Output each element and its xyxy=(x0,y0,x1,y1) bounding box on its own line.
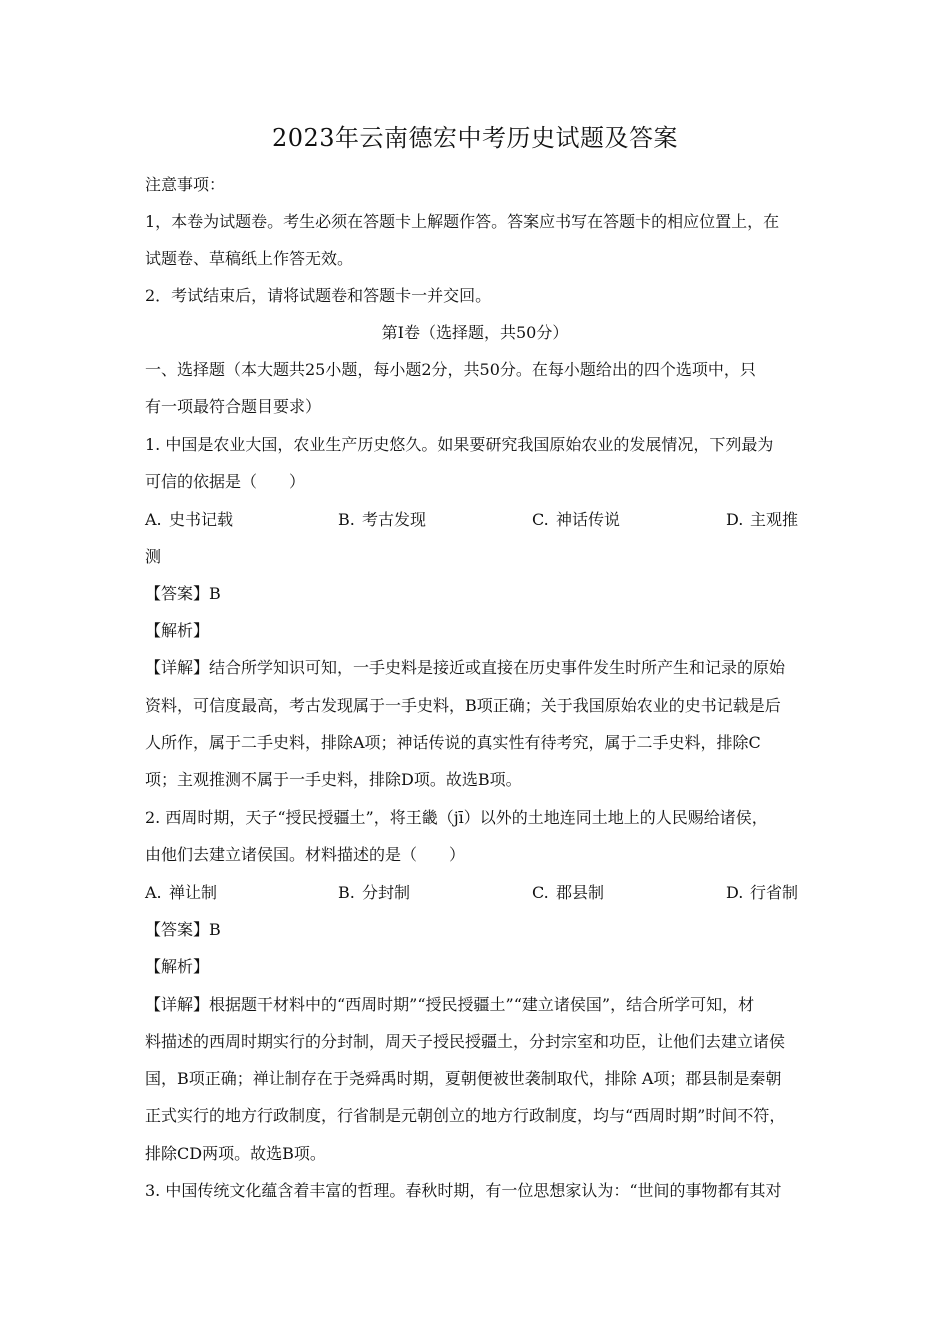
q1-option-a: A. 史书记载 xyxy=(145,510,234,529)
q1-detail-line-2: 资料，可信度最高，考古发现属于一手史料，B项正确；关于我国原始农业的史书记载是后 xyxy=(145,696,781,715)
notice-item-1-line-1: 1，本卷为试题卷。考生必须在答题卡上解题作答。答案应书写在答题卡的相应位置上，在 xyxy=(145,212,780,231)
section-instructions-line-2: 有一项最符合题目要求） xyxy=(145,397,322,416)
document-title: 2023年云南德宏中考历史试题及答案 xyxy=(271,124,679,152)
q1-detail-line-4: 项；主观推测不属于一手史料，排除D项。故选B项。 xyxy=(145,770,522,789)
q2-option-c: C. 郡县制 xyxy=(532,883,605,902)
q2-option-b: B. 分封制 xyxy=(338,883,411,902)
q1-option-c: C. 神话传说 xyxy=(532,510,621,529)
q1-stem-line-2: 可信的依据是（ ） xyxy=(145,472,306,491)
notice-item-2: 2．考试结束后，请将试题卷和答题卡一并交回。 xyxy=(145,286,492,305)
q1-stem-line-1: 1. 中国是农业大国，农业生产历史悠久。如果要研究我国原始农业的发展情况，下列最为 xyxy=(145,435,774,454)
q1-detail-line-3: 人所作，属于二手史料，排除A项；神话传说的真实性有待考究，属于二手史料，排除C xyxy=(145,733,761,752)
q1-option-d-wrap: 测 xyxy=(145,547,162,566)
q2-detail-line-2: 料描述的西周时期实行的分封制，周天子授民授疆土，分封宗室和功臣，让他们去建立诸侯 xyxy=(145,1032,786,1051)
q2-detail-line-3: 国，B项正确；禅让制存在于尧舜禹时期，夏朝便被世袭制取代，排除 A项；郡县制是秦朝 xyxy=(145,1069,782,1088)
section-instructions-line-1: 一、选择题（本大题共25小题，每小题2分，共50分。在每小题给出的四个选项中，只 xyxy=(145,360,756,379)
q1-answer: 【答案】B xyxy=(145,584,221,603)
q2-stem-line-1: 2. 西周时期，天子“授民授疆土”，将王畿（jī）以外的土地连同土地上的人民赐给诸侯， xyxy=(145,808,768,827)
q2-analysis-label: 【解析】 xyxy=(145,957,210,976)
q2-stem-line-2: 由他们去建立诸侯国。材料描述的是（ ） xyxy=(145,845,466,864)
q1-detail-line-1: 【详解】结合所学知识可知，一手史料是接近或直接在历史事件发生时所产生和记录的原始 xyxy=(145,658,786,677)
q1-option-b: B. 考古发现 xyxy=(338,510,427,529)
q2-answer: 【答案】B xyxy=(145,920,221,939)
q2-detail-line-1: 【详解】根据题干材料中的“西周时期”“授民授疆土”“建立诸侯国”，结合所学可知，材 xyxy=(145,995,755,1014)
q2-detail-line-5: 排除CD两项。故选B项。 xyxy=(145,1144,326,1163)
q1-analysis-label: 【解析】 xyxy=(145,621,210,640)
part-title: 第Ⅰ卷（选择题，共50分） xyxy=(381,323,569,342)
notice-heading: 注意事项： xyxy=(145,175,226,194)
q2-option-a: A. 禅让制 xyxy=(145,883,218,902)
q1-option-d: D. 主观推 xyxy=(726,510,799,529)
q3-stem-line-1: 3. 中国传统文化蕴含着丰富的哲理。春秋时期，有一位思想家认为：“世间的事物都有其对 xyxy=(145,1181,782,1200)
q2-detail-line-4: 正式实行的地方行政制度，行省制是元朝创立的地方行政制度，均与“西周时期”时间不符， xyxy=(145,1106,786,1125)
notice-item-1-line-2: 试题卷、草稿纸上作答无效。 xyxy=(145,249,354,268)
q2-option-d: D. 行省制 xyxy=(726,883,799,902)
